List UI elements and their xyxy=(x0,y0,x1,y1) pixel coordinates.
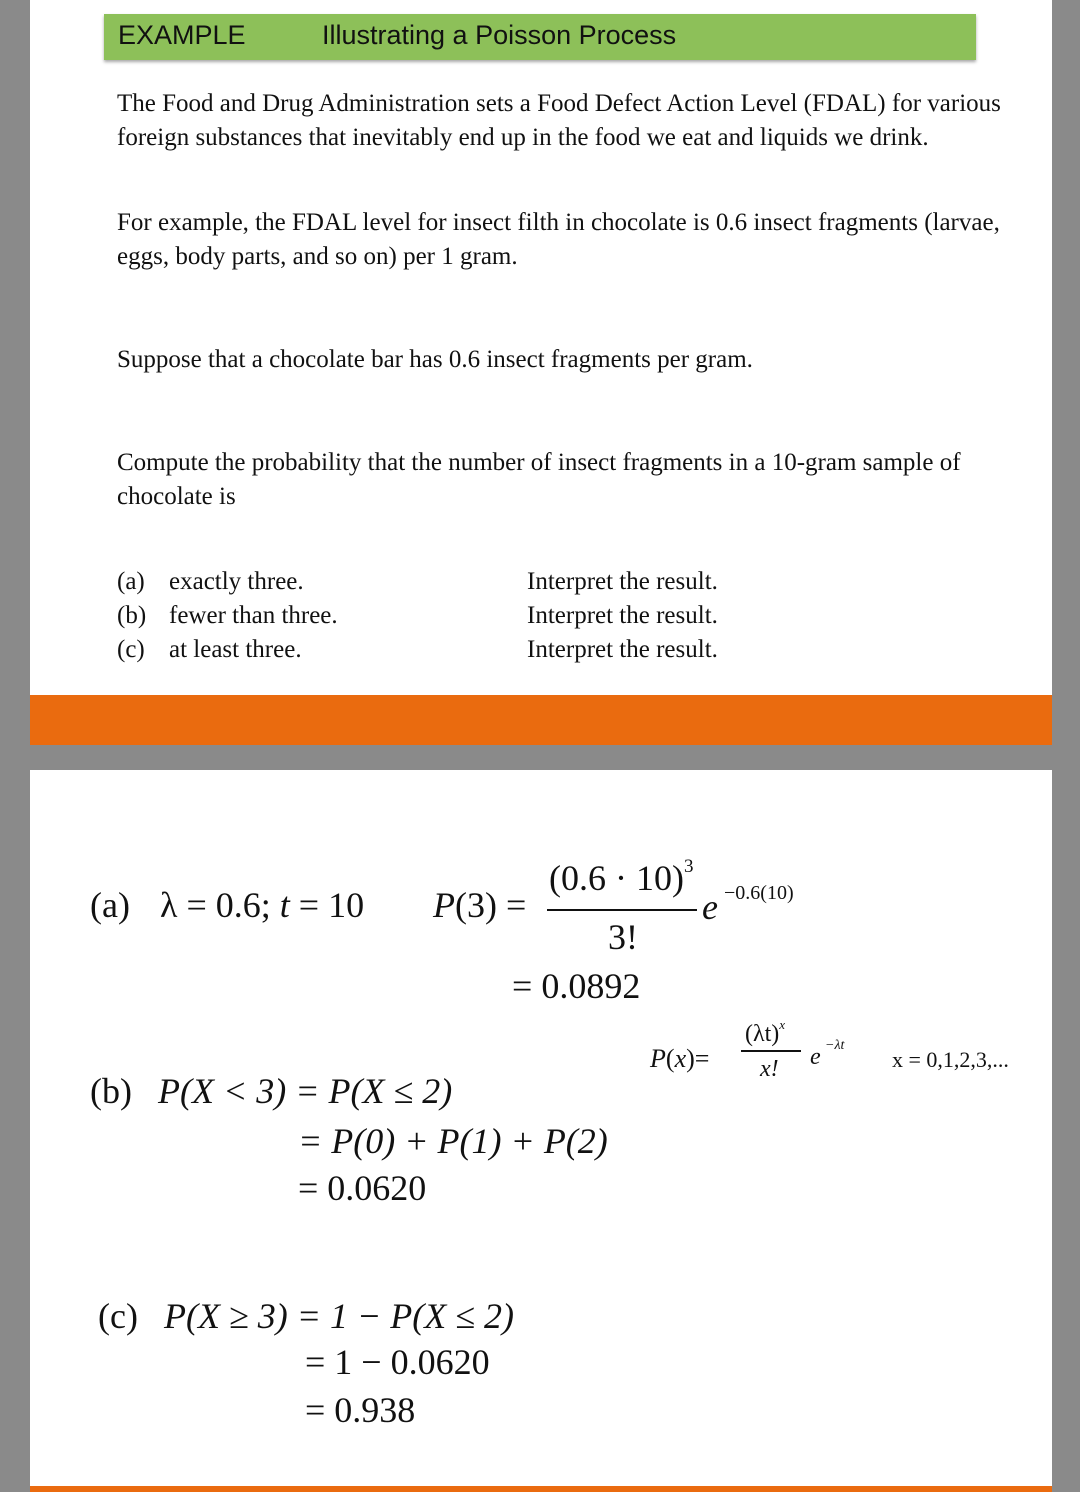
fraction-bar xyxy=(547,909,697,911)
slide-divider-band xyxy=(30,695,1052,745)
solution-c-label: (c) xyxy=(98,1296,138,1336)
fraction-numerator: $(0.6 \cdot 10)^3$ xyxy=(549,856,694,898)
fraction-denominator: 3! xyxy=(608,917,638,957)
example-tag: EXAMPLE xyxy=(118,20,246,50)
exp-base: e xyxy=(702,887,718,927)
solution-a-result: = 0.0892 xyxy=(512,966,641,1006)
lambda-value: 0.6 xyxy=(215,885,261,925)
part-instruction: Interpret the result. xyxy=(527,636,718,663)
solution-c-line2: = 1 − 0.0620 xyxy=(305,1342,490,1382)
bottom-accent-line xyxy=(30,1486,1052,1492)
formula-denominator: x! xyxy=(760,1056,779,1082)
numerator-exponent: 3 xyxy=(683,856,694,877)
solution-b-label: (b) xyxy=(90,1071,132,1111)
part-label: (c) xyxy=(117,636,145,663)
part-label: (b) xyxy=(117,602,147,629)
formula-e-exponent: −λt xyxy=(825,1038,845,1053)
example-header xyxy=(104,14,976,60)
question-parts xyxy=(117,565,718,667)
solution-b-line2: = P(0) + P(1) + P(2) xyxy=(298,1121,608,1161)
question-part-a xyxy=(117,565,718,599)
part-text: at least three. xyxy=(169,636,302,663)
paragraph-fdal-example: For example, the FDAL level for insect filth in chocolate is 0.6 insect fragments (larvae, eggs, body parts, and so on) per 1 gram. xyxy=(117,209,1000,270)
exp-exponent: −0.6(10) xyxy=(724,882,794,904)
solution-a-label: (a) xyxy=(90,885,130,925)
paragraph-compute: Compute the probability that the number of insect fragments in a 10-gram sample of chocolate is xyxy=(117,449,961,510)
formula-domain: x = 0,1,2,3,... xyxy=(892,1047,1009,1072)
question-part-b xyxy=(117,599,718,633)
formula-numerator: $(\lambda t)^x$ xyxy=(745,1017,786,1047)
formula-lhs: P(x)= xyxy=(650,1044,710,1073)
part-text: fewer than three. xyxy=(169,602,338,629)
solution-b-line3: = 0.0620 xyxy=(298,1168,427,1208)
k-value: 3 xyxy=(467,885,485,925)
solution-c-line1: P(X ≥ 3) = 1 − P(X ≤ 2) xyxy=(164,1296,515,1336)
paragraph-fdal-intro: The Food and Drug Administration sets a Food Defect Action Level (FDAL) for various foreign substances that inevitably end up in the food we eat and liquids we drink. xyxy=(117,90,1001,151)
part-label: (a) xyxy=(117,568,145,595)
solution-c-line3: = 0.938 xyxy=(305,1390,416,1430)
formula-e: e xyxy=(810,1044,821,1070)
solution-a-lhs: P(3) = xyxy=(433,885,527,925)
part-instruction: Interpret the result. xyxy=(527,568,718,595)
part-instruction: Interpret the result. xyxy=(527,602,718,629)
solution-b-line1: P(X < 3) = P(X ≤ 2) xyxy=(158,1071,453,1111)
t-value: 10 xyxy=(328,885,365,925)
part-text: exactly three. xyxy=(169,568,304,595)
example-title: Illustrating a Poisson Process xyxy=(322,20,677,50)
paragraph-suppose: Suppose that a chocolate bar has 0.6 insect fragments per gram. xyxy=(117,346,753,373)
formula-fraction-bar xyxy=(741,1050,801,1052)
question-part-c xyxy=(117,633,718,667)
solution-a-params: λ = 0.6; t = 10 xyxy=(160,885,365,925)
